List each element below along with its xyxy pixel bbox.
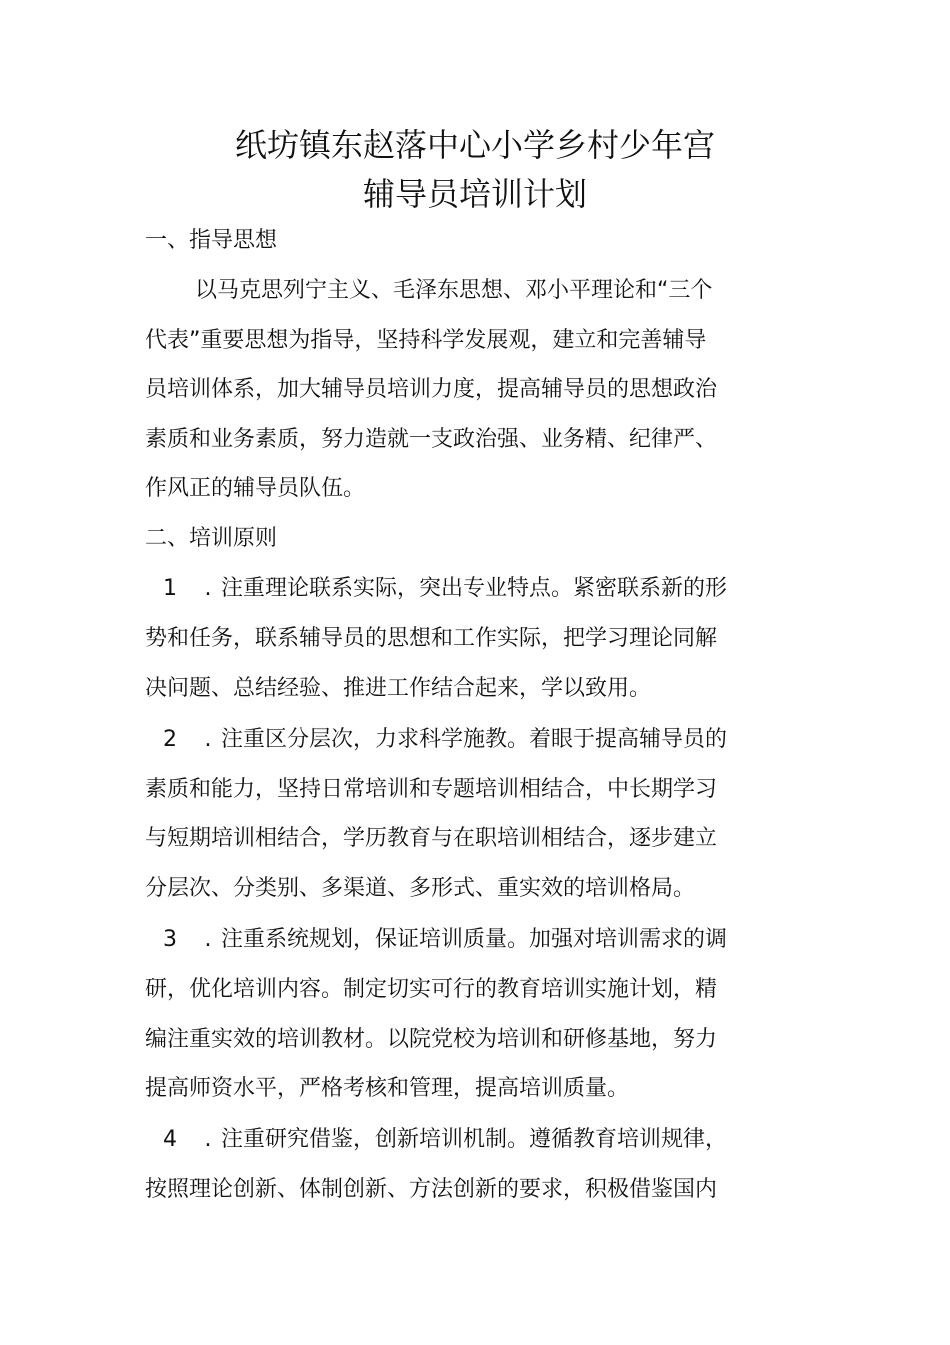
section-heading-training-principles: 二、培训原则 <box>145 526 278 551</box>
document-title-line-1: 纸坊镇东赵落中心小学乡村少年宫 <box>234 126 715 164</box>
paragraph-line: 素质和业务素质，努力造就一支政治强、业务精、纪律严、 <box>145 427 718 452</box>
paragraph-line: 代表”重要思想为指导，坚持科学发展观，建立和完善辅导 <box>145 328 707 353</box>
paragraph-line: 素质和能力，坚持日常培训和专题培训相结合，中长期学习 <box>145 777 718 802</box>
list-item-text: 注重区分层次，力求科学施教。着眼于提高辅导员的 <box>221 727 728 752</box>
list-item-number: 3 <box>163 927 177 952</box>
list-item-first-line <box>145 1125 727 1155</box>
list-item-separator: . <box>204 576 212 601</box>
list-item-number: 1 <box>163 576 177 601</box>
list-item-number: 2 <box>163 727 177 752</box>
paragraph-line: 员培训体系，加大辅导员培训力度，提高辅导员的思想政治 <box>145 377 718 402</box>
paragraph-line: 势和任务，联系辅导员的思想和工作实际，把学习理论同解 <box>145 626 718 651</box>
list-item-text: 注重理论联系实际，突出专业特点。紧密联系新的形 <box>221 576 728 601</box>
list-item-text: 注重系统规划，保证培训质量。加强对培训需求的调 <box>221 927 728 952</box>
list-item-separator: . <box>204 927 212 952</box>
paragraph-line: 提高师资水平，严格考核和管理，提高培训质量。 <box>145 1076 630 1101</box>
list-item-separator: . <box>204 727 212 752</box>
section-heading-guiding-thought: 一、指导思想 <box>145 228 278 253</box>
list-item-separator: . <box>204 1127 212 1152</box>
paragraph-line: 编注重实效的培训教材。以院党校为培训和研修基地，努力 <box>145 1027 718 1052</box>
list-item-text: 注重研究借鉴，创新培训机制。遵循教育培训规律， <box>221 1127 728 1152</box>
paragraph-line: 与短期培训相结合，学历教育与在职培训相结合，逐步建立 <box>145 826 718 851</box>
list-item-first-line <box>145 925 727 955</box>
paragraph-line: 决问题、总结经验、推进工作结合起来，学以致用。 <box>145 676 652 701</box>
list-item-number: 4 <box>163 1127 177 1152</box>
paragraph-line: 分层次、分类别、多渠道、多形式、重实效的培训格局。 <box>145 876 696 901</box>
paragraph-line: 作风正的辅导员队伍。 <box>145 476 366 501</box>
document-title-line-2: 辅导员培训计划 <box>362 175 587 213</box>
list-item-first-line <box>145 574 727 604</box>
paragraph-line: 研，优化培训内容。制定切实可行的教育培训实施计划，精 <box>145 977 718 1002</box>
paragraph-line: 以马克思列宁主义、毛泽东思想、邓小平理论和“三个 <box>195 278 713 303</box>
list-item-first-line <box>145 725 727 755</box>
paragraph-line: 按照理论创新、体制创新、方法创新的要求，积极借鉴国内 <box>145 1177 718 1202</box>
